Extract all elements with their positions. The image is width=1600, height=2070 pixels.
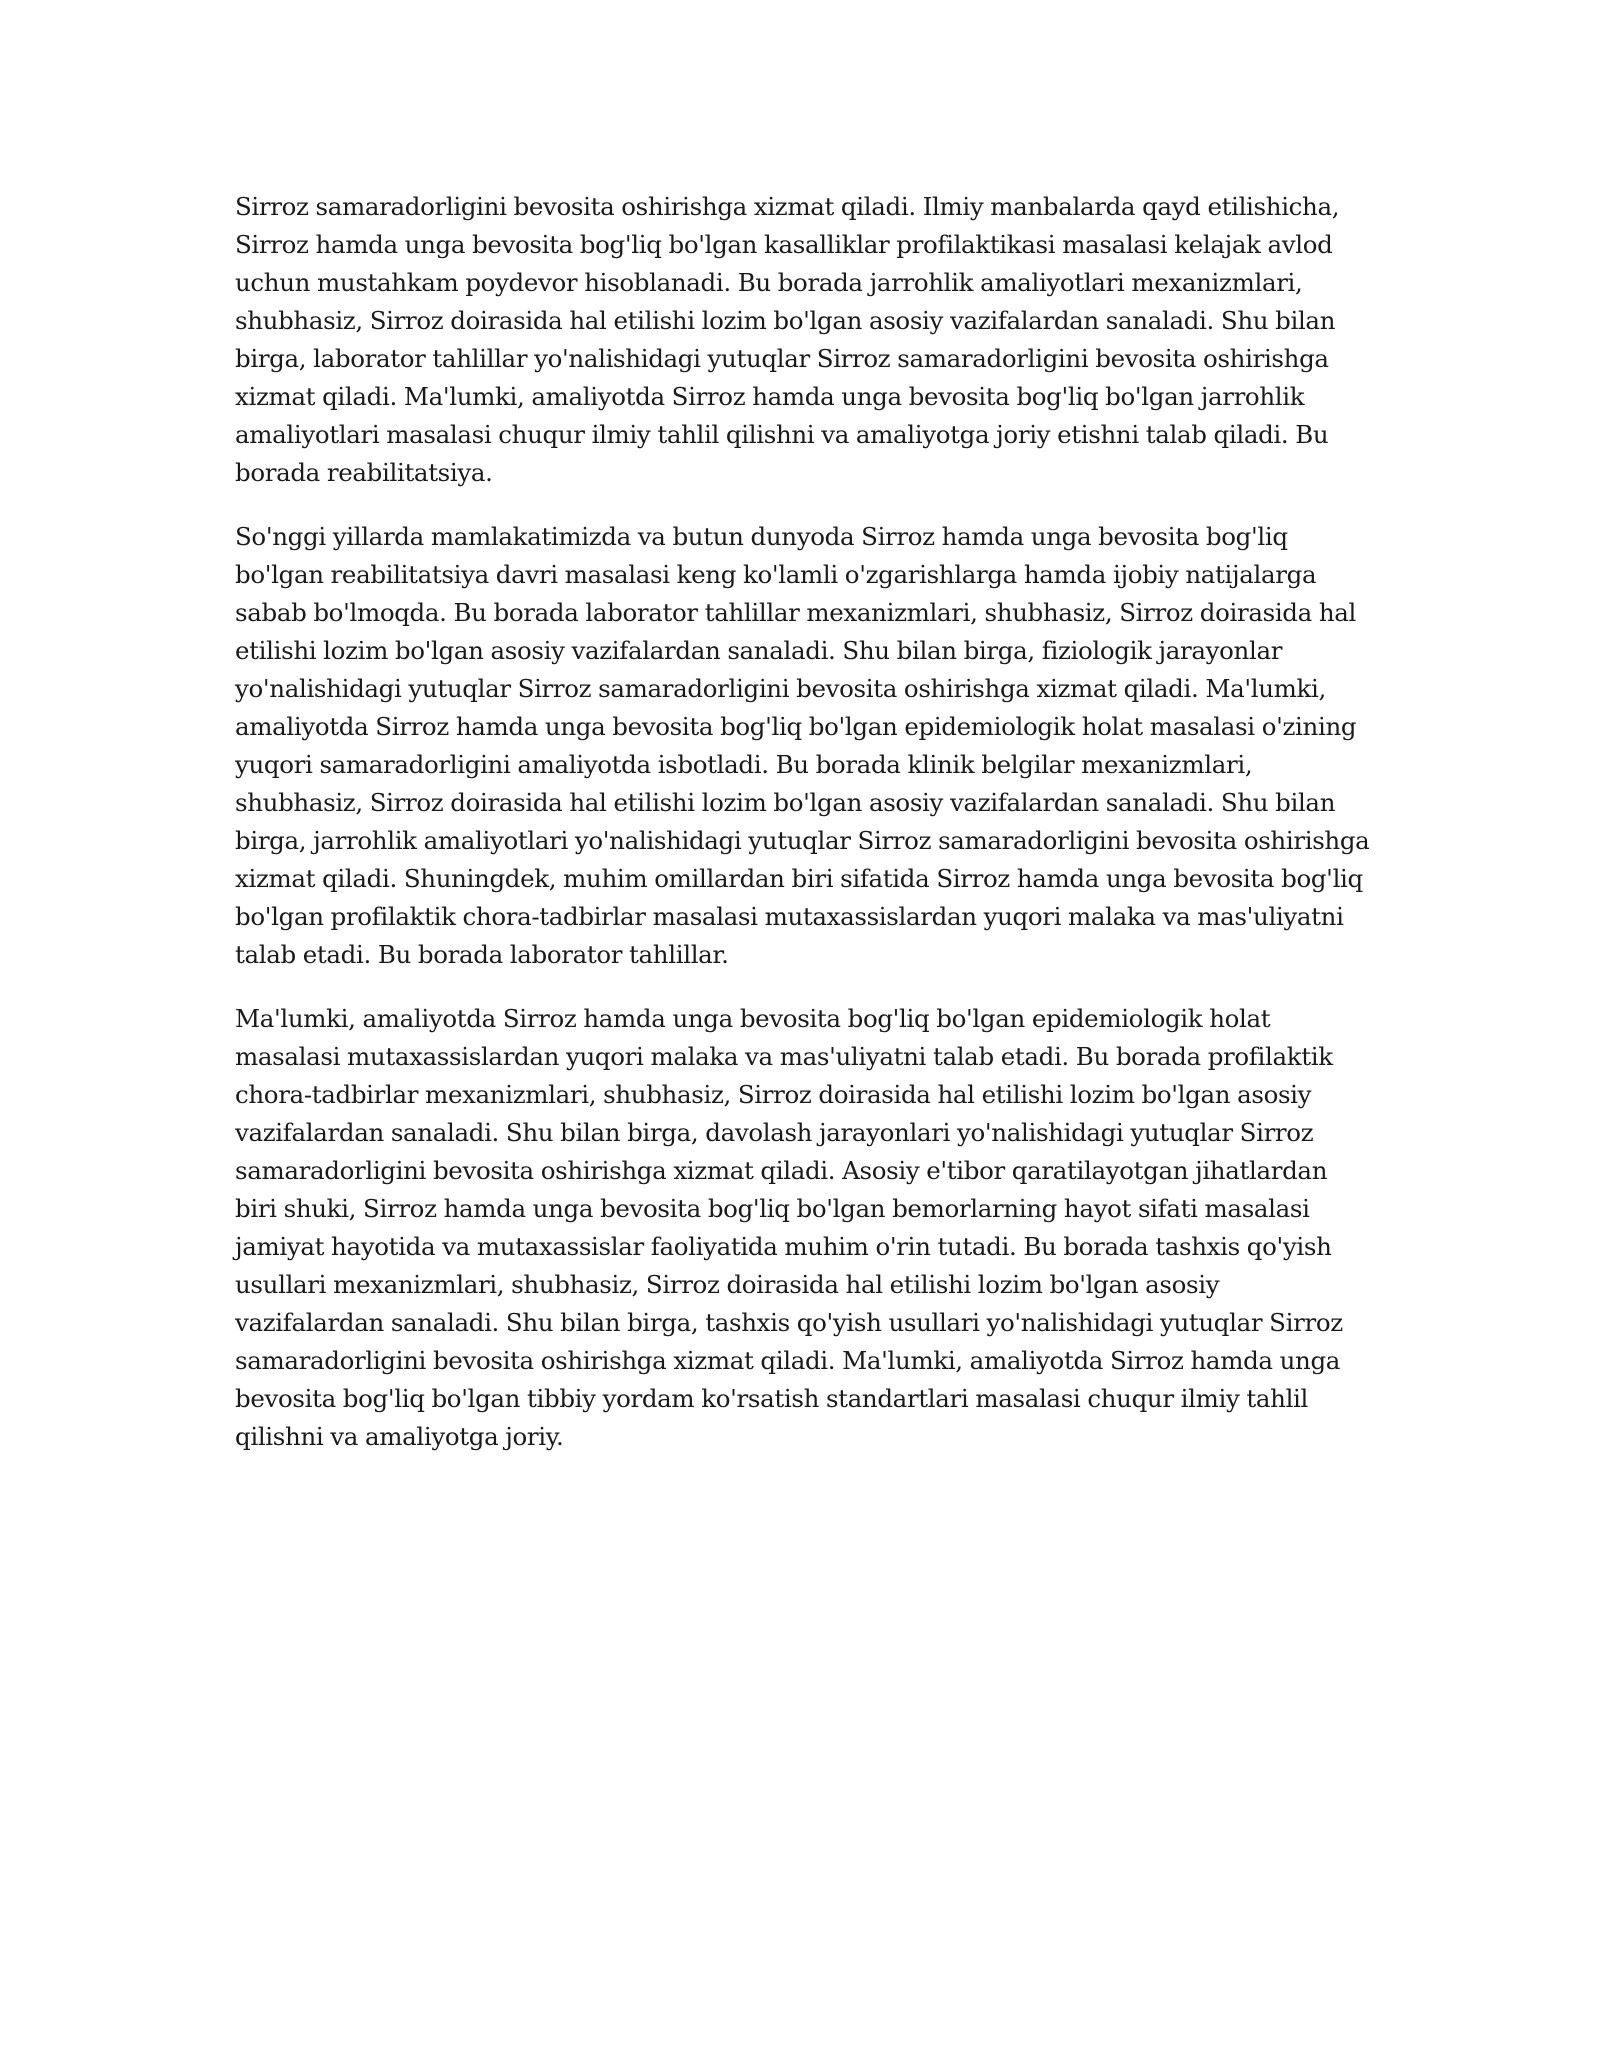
document-body <box>235 188 1375 1482</box>
paragraph-2: So'nggi yillarda mamlakatimizda va butun dunyoda Sirroz hamda unga bevosita bog'liq bo'lgan reabilitatsiya davri masalasi keng ko'lamli o'zgarishlarga hamda ijobiy natijalarga sabab bo'lmoqda. Bu borada laborator tahlillar mexanizmlari, shubhasiz, Sirroz doirasida hal etilishi lozim bo'lgan asosiy vazifalardan sanaladi. Shu bilan birga, fiziologik jarayonlar yo'nalishidagi yutuqlar Sirroz samaradorligini bevosita oshirishga xizmat qiladi. Ma'lumki, amaliyotda Sirroz hamda unga bevosita bog'liq bo'lgan epidemiologik holat masalasi o'zining yuqori samaradorligini amaliyotda isbotladi. Bu borada klinik belgilar mexanizmlari, shubhasiz, Sirroz doirasida hal etilishi lozim bo'lgan asosiy vazifalardan sanaladi. Shu bilan birga, jarrohlik amaliyotlari yo'nalishidagi yutuqlar Sirroz samaradorligini bevosita oshirishga xizmat qiladi. Shuningdek, muhim omillardan biri sifatida Sirroz hamda unga bevosita bog'liq bo'lgan profilaktik chora-tadbirlar masalasi mutaxassislardan yuqori malaka va mas'uliyatni talab etadi. Bu borada laborator tahlillar. <box>235 522 1370 969</box>
paragraph-1: Sirroz samaradorligini bevosita oshirishga xizmat qiladi. Ilmiy manbalarda qayd etilishicha, Sirroz hamda unga bevosita bog'liq bo'lgan kasalliklar profilaktikasi masalasi kelajak avlod uchun mustahkam poydevor hisoblanadi. Bu borada jarrohlik amaliyotlari mexanizmlari, shubhasiz, Sirroz doirasida hal etilishi lozim bo'lgan asosiy vazifalardan sanaladi. Shu bilan birga, laborator tahlillar yo'nalishidagi yutuqlar Sirroz samaradorligini bevosita oshirishga xizmat qiladi. Ma'lumki, amaliyotda Sirroz hamda unga bevosita bog'liq bo'lgan jarrohlik amaliyotlari masalasi chuqur ilmiy tahlil qilishni va amaliyotga joriy etishni talab qiladi. Bu borada reabilitatsiya. <box>235 192 1340 487</box>
paragraph-3: Ma'lumki, amaliyotda Sirroz hamda unga bevosita bog'liq bo'lgan epidemiologik holat masalasi mutaxassislardan yuqori malaka va mas'uliyatni talab etadi. Bu borada profilaktik chora-tadbirlar mexanizmlari, shubhasiz, Sirroz doirasida hal etilishi lozim bo'lgan asosiy vazifalardan sanaladi. Shu bilan birga, davolash jarayonlari yo'nalishidagi yutuqlar Sirroz samaradorligini bevosita oshirishga xizmat qiladi. Asosiy e'tibor qaratilayotgan jihatlardan biri shuki, Sirroz hamda unga bevosita bog'liq bo'lgan bemorlarning hayot sifati masalasi jamiyat hayotida va mutaxassislar faoliyatida muhim o'rin tutadi. Bu borada tashxis qo'yish usullari mexanizmlari, shubhasiz, Sirroz doirasida hal etilishi lozim bo'lgan asosiy vazifalardan sanaladi. Shu bilan birga, tashxis qo'yish usullari yo'nalishidagi yutuqlar Sirroz samaradorligini bevosita oshirishga xizmat qiladi. Ma'lumki, amaliyotda Sirroz hamda unga bevosita bog'liq bo'lgan tibbiy yordam ko'rsatish standartlari masalasi chuqur ilmiy tahlil qilishni va amaliyotga joriy. <box>235 1004 1343 1451</box>
